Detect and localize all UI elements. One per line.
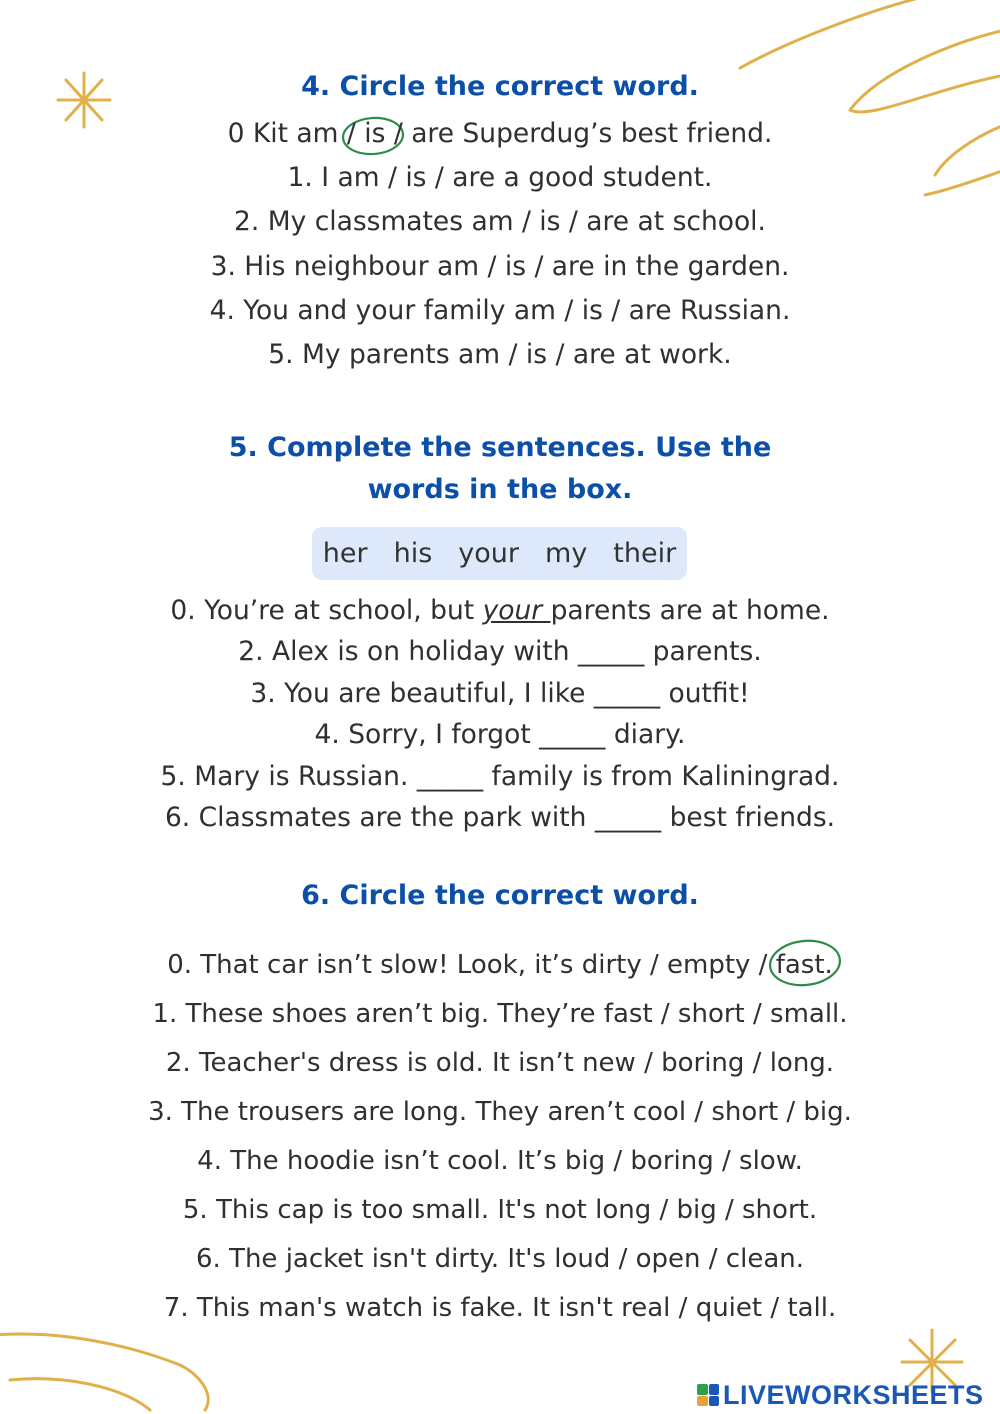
section-5-line: 6. Classmates are the park with _____ best friends. <box>164 802 836 833</box>
example-text-after: parents are at home. <box>550 595 830 626</box>
logo-text: LIVEWORKSHEETS <box>723 1379 984 1410</box>
section-4-line: 3. His neighbour am / is / are in the garden. <box>210 251 790 282</box>
box-word: my <box>545 538 588 569</box>
section-6-line: 6. The jacket isn't dirty. It's loud / open / clean. <box>196 1244 804 1274</box>
logo-mark-icon <box>697 1384 719 1406</box>
liveworksheets-logo[interactable] <box>697 1381 984 1409</box>
example-text-before: 0. You’re at school, but <box>170 595 483 626</box>
section-5-example-line <box>0 593 1000 629</box>
swirl-decoration <box>740 0 930 68</box>
section-6-line: 0. That car isn’t slow! Look, it’s dirty / empty / fast. <box>167 950 833 980</box>
section-6-title: 6. Circle the correct word. <box>301 880 699 911</box>
section-6-line: 7. This man's watch is fake. It isn't real / quiet / tall. <box>163 1293 837 1323</box>
section-6-line: 2. Teacher's dress is old. It isn’t new / boring / long. <box>165 1048 835 1078</box>
section-4-line: 5. My parents am / is / are at work. <box>268 339 732 370</box>
section-4-title: 4. Circle the correct word. <box>301 71 699 102</box>
section-4-line: 0 Kit am / is / are Superdug’s best friend. <box>227 118 773 149</box>
box-word: their <box>613 538 677 569</box>
box-word: his <box>393 538 433 569</box>
section-4-line: 1. I am / is / are a good student. <box>287 162 713 193</box>
swirl-decoration <box>0 1334 208 1410</box>
section-5-line: 5. Mary is Russian. _____ family is from Kaliningrad. <box>160 761 840 792</box>
section-5-line: 2. Alex is on holiday with _____ parents. <box>238 636 762 667</box>
section-6-line: 1. These shoes aren’t big. They’re fast / short / small. <box>152 999 848 1029</box>
word-box <box>312 527 687 580</box>
section-4-line: 4. You and your family am / is / are Russian. <box>209 295 791 326</box>
section-6-line: 4. The hoodie isn’t cool. It’s big / boring / slow. <box>197 1146 803 1176</box>
swirl-decoration <box>10 1379 150 1410</box>
section-5-line: 4. Sorry, I forgot _____ diary. <box>314 719 686 750</box>
section-5-title: 5. Complete the sentences. Use the <box>228 432 772 463</box>
section-6-line: 5. This cap is too small. It's not long / big / short. <box>182 1195 818 1225</box>
section-5-line: 3. You are beautiful, I like _____ outfit! <box>250 678 750 709</box>
section-5-title-continued: words in the box. <box>367 474 633 505</box>
box-word: her <box>322 538 368 569</box>
section-4-line: 2. My classmates am / is / are at school. <box>234 206 766 237</box>
section-6-line: 3. The trousers are long. They aren’t cool / short / big. <box>148 1097 852 1127</box>
example-answer: your <box>482 595 551 626</box>
box-word: your <box>458 538 520 569</box>
